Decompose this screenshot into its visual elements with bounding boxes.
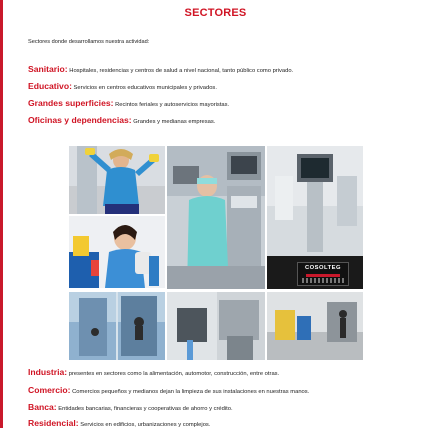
- sector-desc: Entidades bancarias, financieras y cooperativas de ahorro y crédito.: [56, 406, 233, 412]
- company-logo: [297, 262, 349, 286]
- sector-industria: [28, 367, 279, 377]
- sector-banca: [28, 402, 233, 412]
- sector-comercio: [28, 385, 309, 395]
- sector-residencial: [28, 418, 210, 428]
- sector-desc: Comercios pequeños y medianos dejan la limpieza de sus instalaciones en nuestras manos.: [70, 389, 310, 395]
- sector-name: Comercio:: [28, 385, 71, 395]
- photo-office-cleaning: [167, 292, 265, 360]
- sector-desc: Hospitales, residencias y centros de salud a nivel nacional, tanto público como privado.: [67, 68, 294, 74]
- logo-skyline: [302, 278, 344, 283]
- sector-name: Industria:: [28, 367, 68, 377]
- sector-name: Sanitario:: [28, 64, 68, 74]
- sector-sanitario: [28, 64, 293, 74]
- photo-cleaner-duster: [69, 146, 165, 214]
- photo-floor-cleaning: [267, 292, 363, 360]
- sector-oficinas: [28, 115, 215, 125]
- sector-desc: presentes en sectores como la alimentación, automotor, construcción, entre otras.: [67, 371, 280, 377]
- sector-educativo: [28, 81, 217, 91]
- sector-desc: Recintos feriales y autoservicios mayoristas.: [113, 102, 230, 108]
- sector-grandes-superficies: [28, 98, 229, 108]
- photo-medical-equipment: [267, 146, 363, 289]
- logo-text: COSOLTEG: [304, 265, 342, 271]
- sector-name: Residencial:: [28, 418, 79, 428]
- photo-window-cleaning: [69, 292, 165, 360]
- intro-text: Sectores donde desarrollamos nuestra actividad:: [28, 39, 150, 45]
- logo-bar: [306, 274, 340, 277]
- photo-medical-staff: [167, 146, 265, 289]
- sector-name: Oficinas y dependencias:: [28, 115, 132, 125]
- sector-desc: Servicios en centros educativos municipales y privados.: [71, 85, 217, 91]
- sector-name: Grandes superficies:: [28, 98, 114, 108]
- sector-desc: Servicios en edificios, urbanizaciones y complejos.: [78, 422, 211, 428]
- photo-cleaner-cart: [69, 216, 165, 288]
- document-page: [3, 0, 428, 428]
- sector-name: Educativo:: [28, 81, 72, 91]
- sector-name: Banca:: [28, 402, 57, 412]
- sector-desc: Grandes y medianas empresas.: [131, 119, 216, 125]
- page-title: SECTORES: [184, 7, 247, 19]
